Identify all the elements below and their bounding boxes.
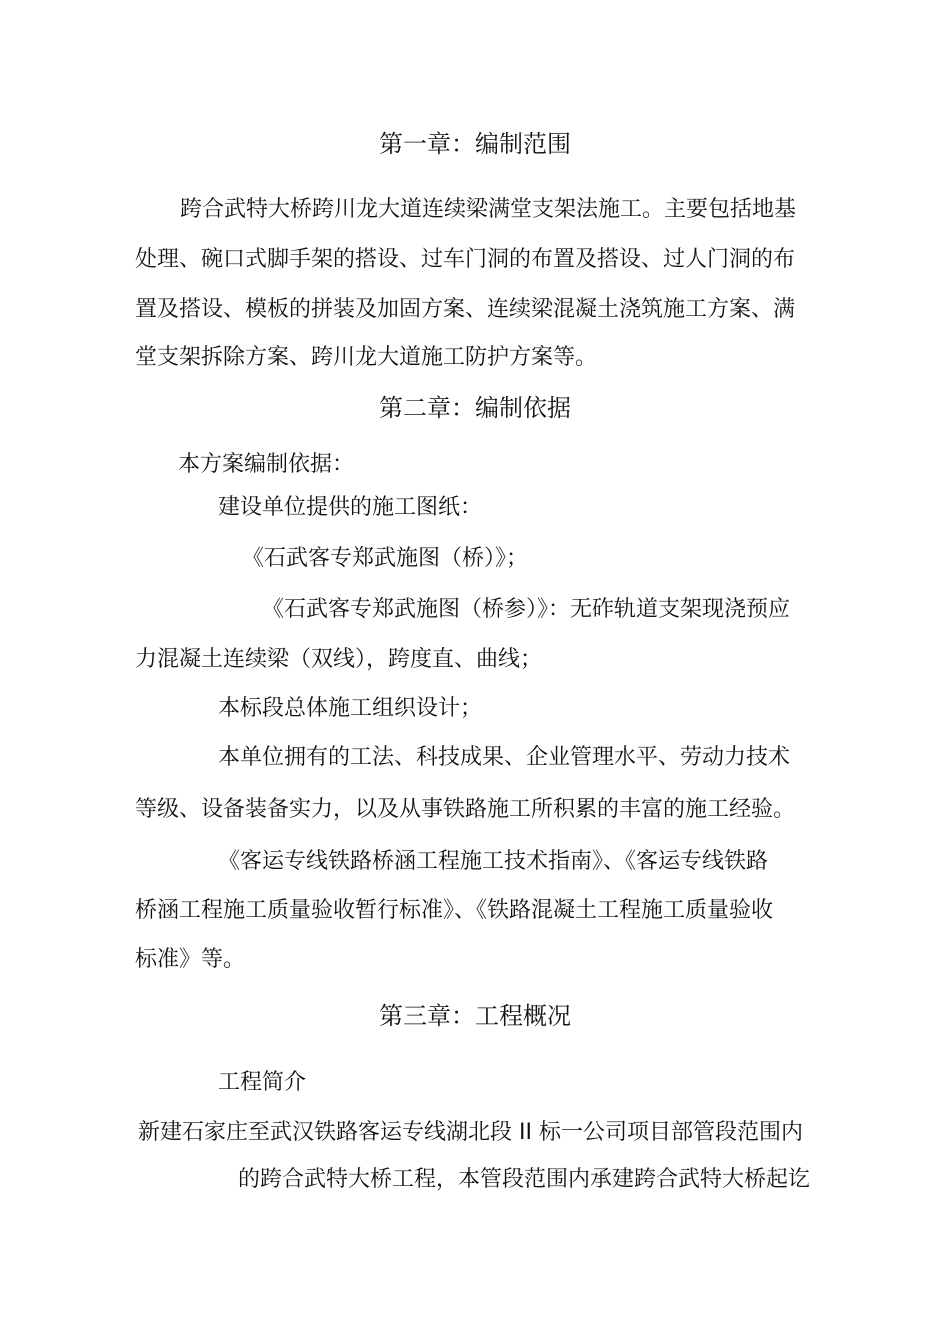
chapter1-line: 跨合武特大桥跨川龙大道连续梁满堂支架法施工。主要包括地基 [180, 197, 797, 222]
project-intro-subheading: 工程简介 [218, 1070, 307, 1095]
basis-standards: 标准》等。 [135, 947, 246, 972]
project-intro-line: 的跨合武特大桥工程，本管段范围内承建跨合武特大桥起讫 [238, 1167, 811, 1192]
chapter1-line: 堂支架拆除方案、跨川龙大道施工防护方案等。 [135, 345, 598, 370]
chapter1-line: 置及搭设、模板的拼装及加固方案、连续梁混凝土浇筑施工方案、满 [135, 297, 796, 322]
basis-ref-bridge-param: 《石武客专郑武施图（桥参）》：无砟轨道支架现浇预应 [262, 597, 791, 622]
basis-standards: 桥涵工程施工质量验收暂行标准》、《铁路混凝土工程施工质量验收 [135, 898, 774, 923]
basis-intro: 本方案编制依据： [178, 452, 355, 477]
chapter2-heading: 第二章：编制依据 [379, 394, 571, 422]
basis-design: 本标段总体施工组织设计； [218, 696, 483, 721]
basis-standards: 《客运专线铁路桥涵工程施工技术指南》、《客运专线铁路 [218, 849, 769, 874]
basis-experience: 等级、设备装备实力，以及从事铁路施工所积累的丰富的施工经验。 [135, 797, 796, 822]
basis-ref-bridge: 《石武客专郑武施图（桥）》； [242, 546, 529, 571]
project-intro-line: 新建石家庄至武汉铁路客运专线湖北段 II 标一公司项目部管段范围内 [138, 1120, 803, 1145]
chapter1-line: 处理、碗口式脚手架的搭设、过车门洞的布置及搭设、过人门洞的布 [135, 247, 796, 272]
chapter1-heading: 第一章：编制范围 [379, 130, 571, 158]
basis-ref-bridge-param: 力混凝土连续梁（双线），跨度直、曲线； [135, 647, 543, 672]
basis-experience: 本单位拥有的工法、科技成果、企业管理水平、劳动力技术 [218, 745, 791, 770]
basis-drawings: 建设单位提供的施工图纸： [218, 495, 483, 520]
chapter3-heading: 第三章：工程概况 [379, 1002, 571, 1030]
